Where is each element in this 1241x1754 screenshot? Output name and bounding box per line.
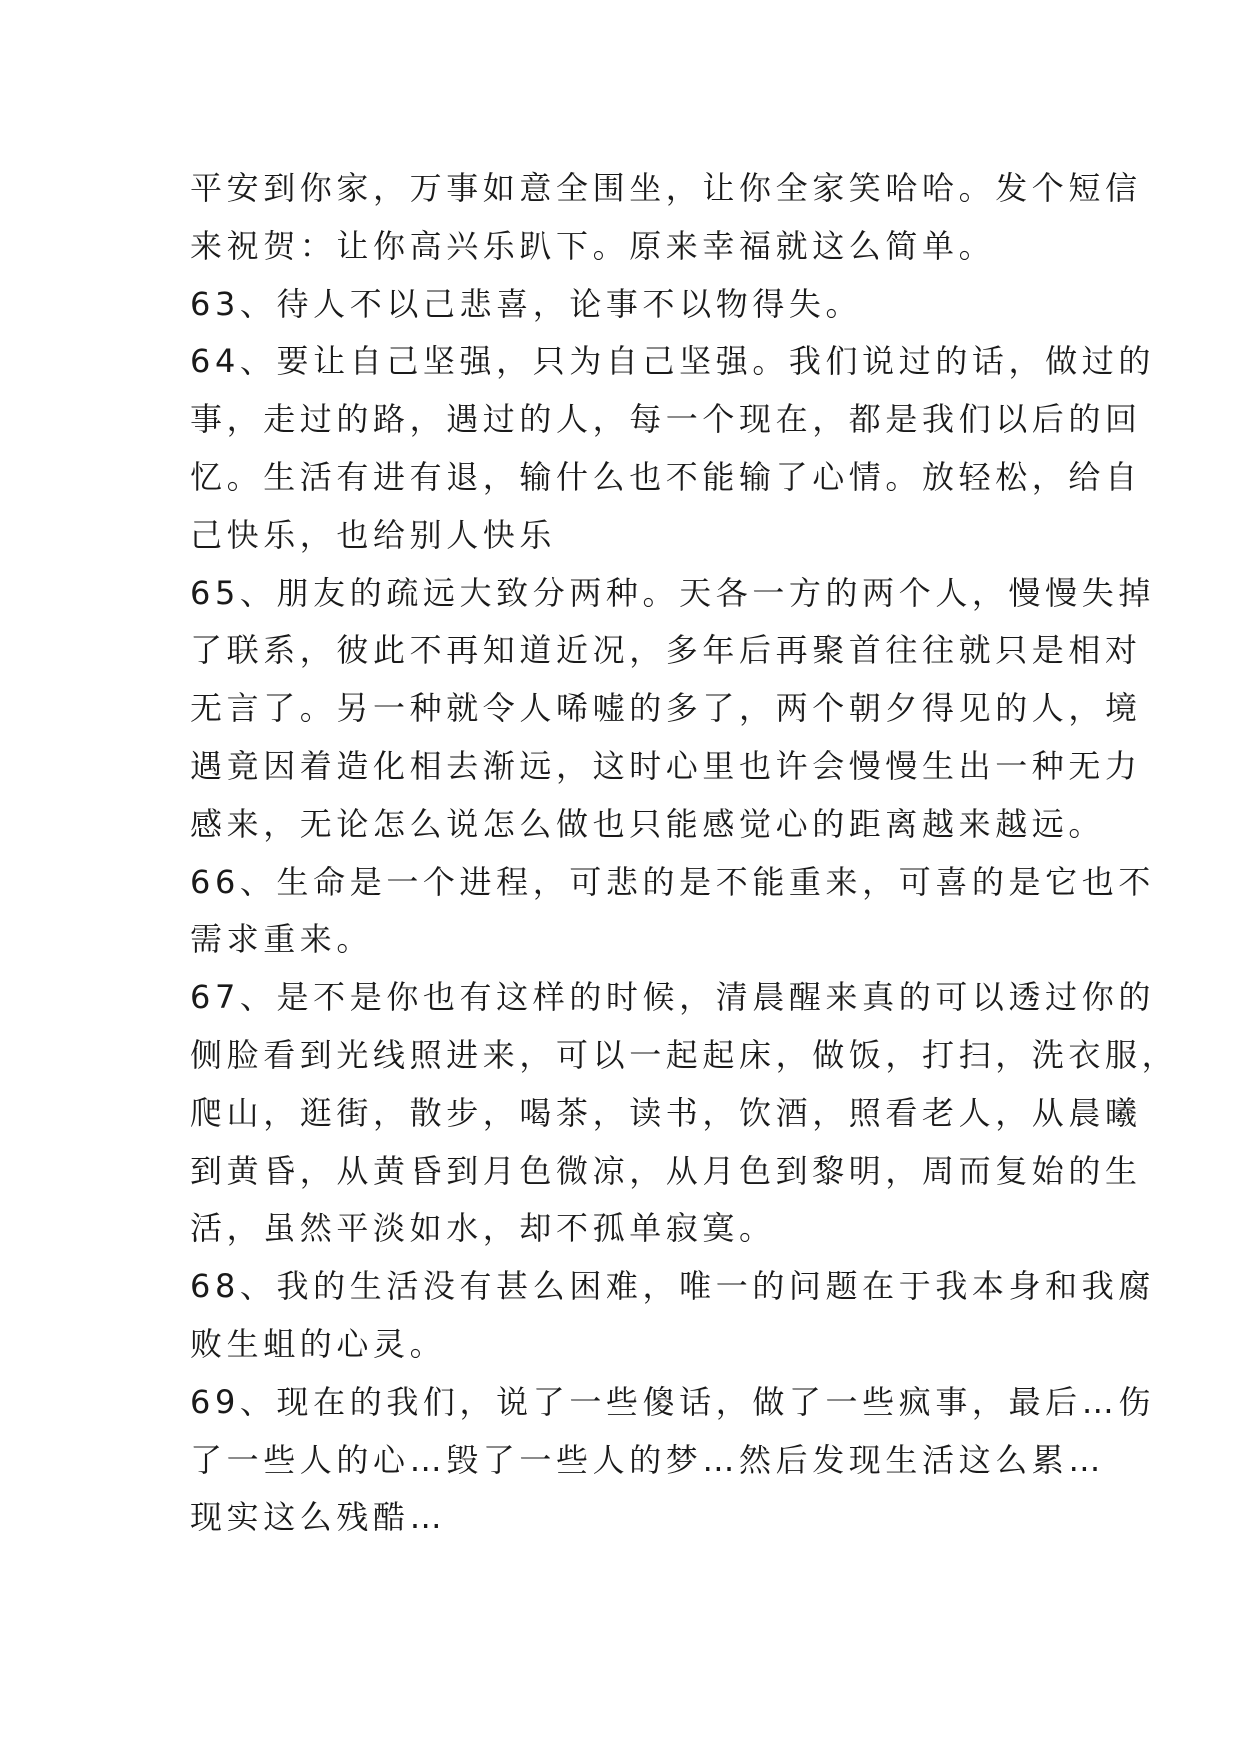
text-line: 己快乐，也给别人快乐 [190, 515, 557, 554]
text-line: 活，虽然平淡如水，却不孤单寂寞。 [190, 1209, 776, 1248]
text-line: 无言了。另一种就令人唏嘘的多了，两个朝夕得见的人，境 [190, 689, 1142, 728]
text-line: 忆。生活有进有退，输什么也不能输了心情。放轻松，给自 [190, 457, 1142, 496]
text-line: 侧脸看到光线照进来，可以一起起床，做饭，打扫，洗衣服， [190, 1035, 1179, 1074]
text-line: 平安到你家，万事如意全围坐，让你全家笑哈哈。发个短信 [190, 169, 1142, 207]
text-line: 64、要让自己坚强，只为自己坚强。我们说过的话，做过的 [190, 342, 1155, 381]
text-line: 败生蛆的心灵。 [190, 1324, 447, 1363]
text-line: 69、现在的我们，说了一些傻话，做了一些疯事，最后…伤 [190, 1382, 1155, 1421]
text-line: 感来，无论怎么说怎么做也只能感觉心的距离越来越远。 [190, 804, 1106, 843]
text-line: 现实这么残酷… [190, 1498, 447, 1537]
text-line: 到黄昏，从黄昏到月色微凉，从月色到黎明，周而复始的生 [190, 1151, 1142, 1190]
text-line: 爬山，逛街，散步，喝茶，读书，饮酒，照看老人，从晨曦 [190, 1093, 1142, 1132]
text-line: 了联系，彼此不再知道近况，多年后再聚首往往就只是相对 [190, 631, 1142, 670]
text-line: 68、我的生活没有甚么困难，唯一的问题在于我本身和我腐 [190, 1267, 1155, 1306]
text-line: 65、朋友的疏远大致分两种。天各一方的两个人，慢慢失掉 [190, 573, 1155, 612]
text-line: 63、待人不以己悲喜，论事不以物得失。 [190, 284, 863, 323]
text-line: 67、是不是你也有这样的时候，清晨醒来真的可以透过你的 [190, 978, 1155, 1017]
text-line: 了一些人的心…毁了一些人的梦…然后发现生活这么累… [190, 1440, 1106, 1479]
body-text [190, 160, 1179, 1547]
text-line: 遇竟因着造化相去渐远，这时心里也许会慢慢生出一种无力 [190, 746, 1142, 785]
text-line: 66、生命是一个进程，可悲的是不能重来，可喜的是它也不 [190, 862, 1155, 901]
text-line: 来祝贺：让你高兴乐趴下。原来幸福就这么简单。 [190, 226, 996, 265]
text-line: 事，走过的路，遇过的人，每一个现在，都是我们以后的回 [190, 400, 1142, 439]
text-line: 需求重来。 [190, 920, 374, 959]
